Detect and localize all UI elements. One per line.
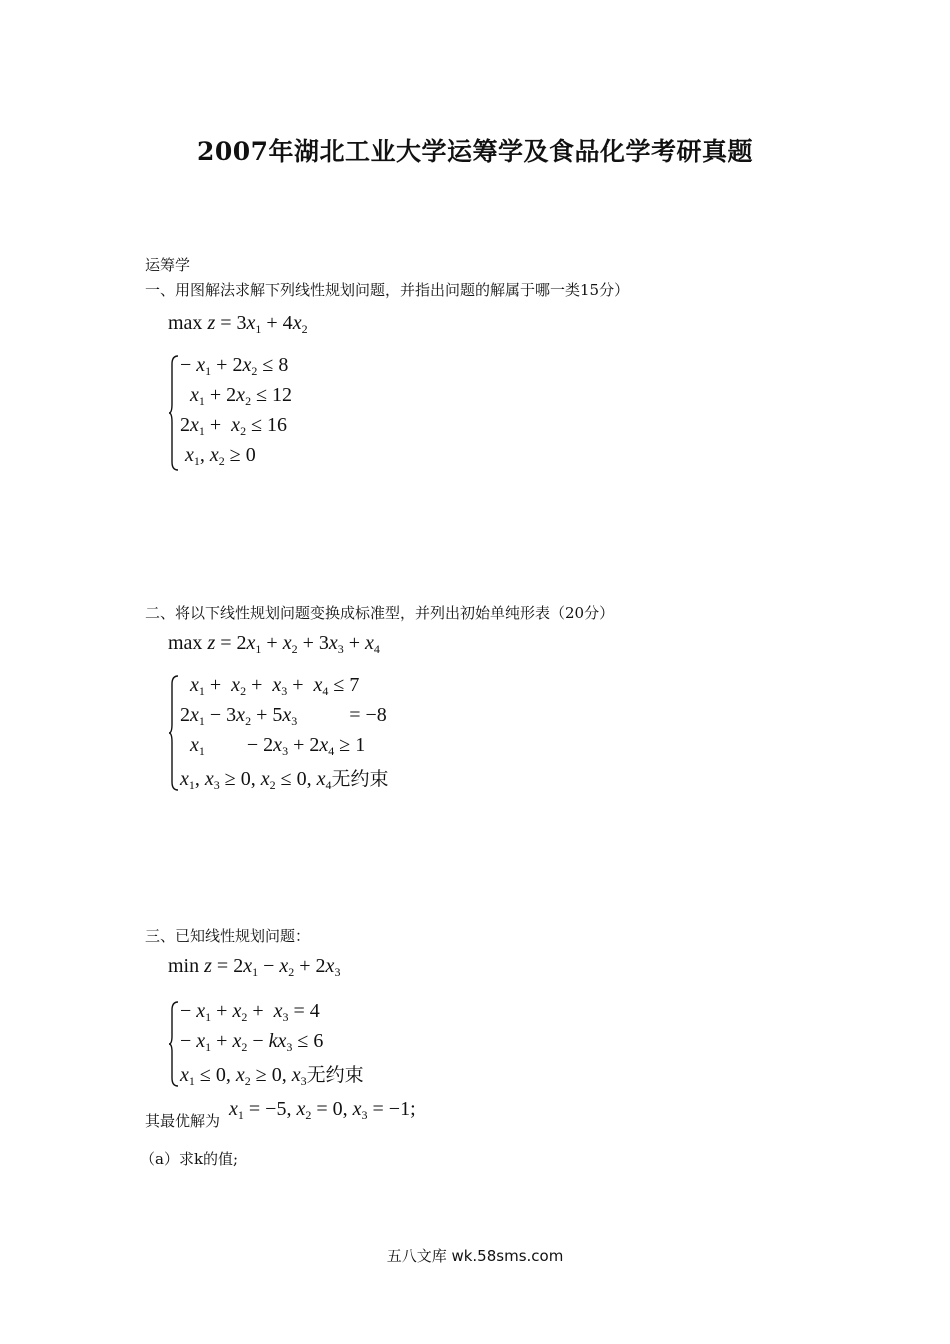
brace-icon [168,354,180,472]
q3-constraint-2: − $x_1 + x_2 - kx_3 \le 6$ [180,1030,324,1054]
q2-constraint-3: $x_1 - 2x_3 + 2x_4 \ge 1$ [190,734,366,758]
q3-optimal-label: 其最优解为 [145,1112,221,1130]
question-1-heading: 一、用图解法求解下列线性规划问题，并指出问题的解属于哪一类15分） [145,281,630,299]
q3-optimal-solution: $x_1 = -5$, $x_2 = 0$, $x_3 = -1$; [229,1098,416,1122]
q1-constraint-2: $x_1 + 2x_2 \le 12$ [190,384,293,408]
question-2-heading: 二、将以下线性规划问题变换成标准型，并列出初始单纯形表（20分） [145,604,615,622]
brace-icon [168,674,180,792]
q2-objective: $\max z = 2x_1 + x_2 + 3x_3 + x_4$ [168,632,380,656]
q3-free-text: 无约束 [306,1064,364,1086]
q3-objective: $\min z = 2x_1 - x_2 + 2x_3$ [168,955,341,979]
q1-constraint-1: − $x_1 + 2x_2 \le 8$ [180,354,289,378]
section-label: 运筹学 [145,256,191,274]
page-title: 2007年湖北工业大学运筹学及食品化学考研真题 [196,137,754,166]
q2-constraint-4: $x_1$, $x_3 \ge 0$, $x_2 \le 0$, $x_4$无约束 [180,768,389,792]
q1-constraint-4: $x_1$, $x_2 \ge 0$ [185,444,256,468]
q1-objective: $\max z = 3x_1 + 4x_2$ [168,312,308,336]
q1-constraint-3: $2x_1 + x_2 \le 16$ [180,414,288,438]
q2-constraint-1: $x_1 + x_2 + x_3 + x_4 \le 7$ [190,674,360,698]
footer-watermark: 五八文库 wk.58sms.com [386,1247,564,1265]
q2-free-text: 无约束 [331,768,389,790]
q3-part-a: （a）求k的值; [140,1150,239,1168]
q3-constraint-3: $x_1 \le 0$, $x_2 \ge 0$, $x_3$无约束 [180,1064,364,1088]
brace-icon [168,1000,180,1088]
question-3-heading: 三、已知线性规划问题： [145,927,311,945]
q2-constraint-2: $2x_1 - 3x_2 + 5x_3 = -8$ [180,704,387,728]
q3-constraint-1: − $x_1 + x_2 + x_3 = 4$ [180,1000,320,1024]
